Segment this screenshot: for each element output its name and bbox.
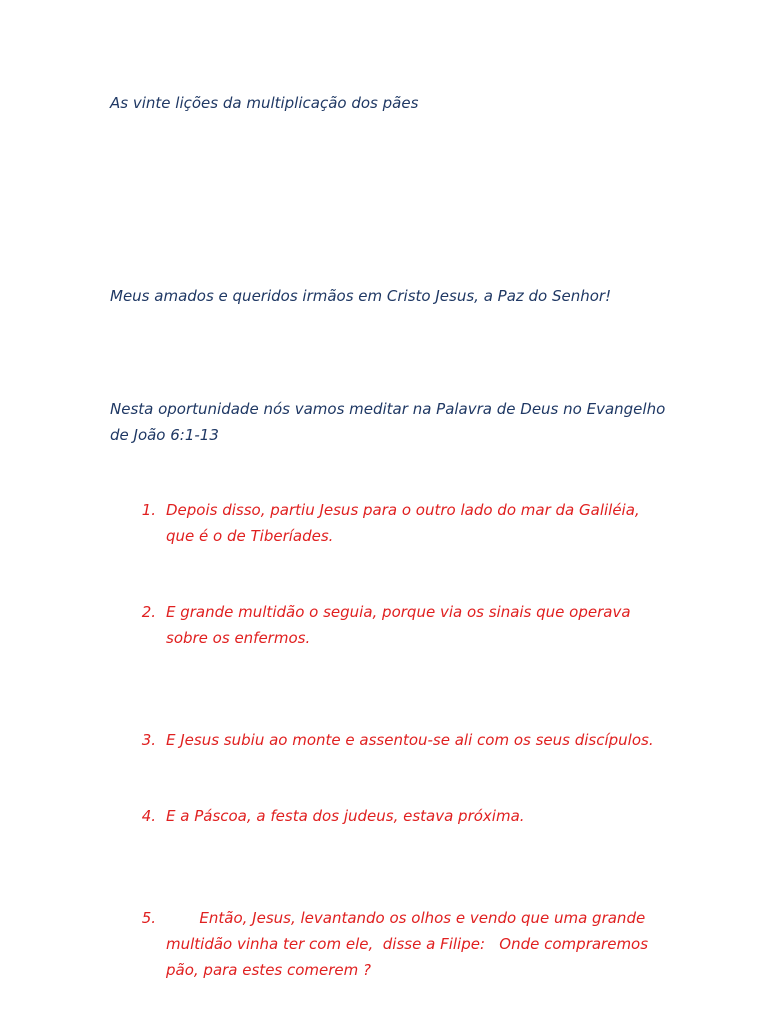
- list-item-number: 4.: [141, 807, 156, 825]
- list-item: [110, 727, 670, 753]
- list-item-number: 1.: [141, 501, 156, 519]
- intro-text: Nesta oportunidade nós vamos meditar na Palavra de Deus no Evangelho de João 6:1-13: [110, 400, 666, 444]
- list-item-text: E a Páscoa, a festa dos judeus, estava próxima.: [166, 807, 525, 825]
- list-item: [110, 497, 670, 549]
- list-item: [110, 905, 670, 983]
- list-item-text: E grande multidão o seguia, porque via os sinais que operava sobre os enfermos.: [166, 603, 631, 647]
- list-item-number: 2.: [141, 603, 156, 621]
- list-item-number: 3.: [141, 731, 156, 749]
- list-item: [110, 599, 670, 651]
- list-item-text: Depois disso, partiu Jesus para o outro lado do mar da Galiléia, que é o de Tiberíades.: [166, 501, 640, 545]
- document-title: As vinte lições da multiplicação dos pães: [110, 94, 419, 112]
- list-item-text: Então, Jesus, levantando os olhos e vendo que uma grande multidão vinha ter com ele, disse a Filipe: Onde compraremos pão, para estes comerem ?: [166, 909, 653, 979]
- list-item: [110, 803, 670, 829]
- list-item-text: E Jesus subiu ao monte e assentou-se ali com os seus discípulos.: [166, 731, 654, 749]
- greeting-text: Meus amados e queridos irmãos em Cristo Jesus, a Paz do Senhor!: [110, 287, 612, 305]
- list-item-number: 5.: [141, 909, 156, 927]
